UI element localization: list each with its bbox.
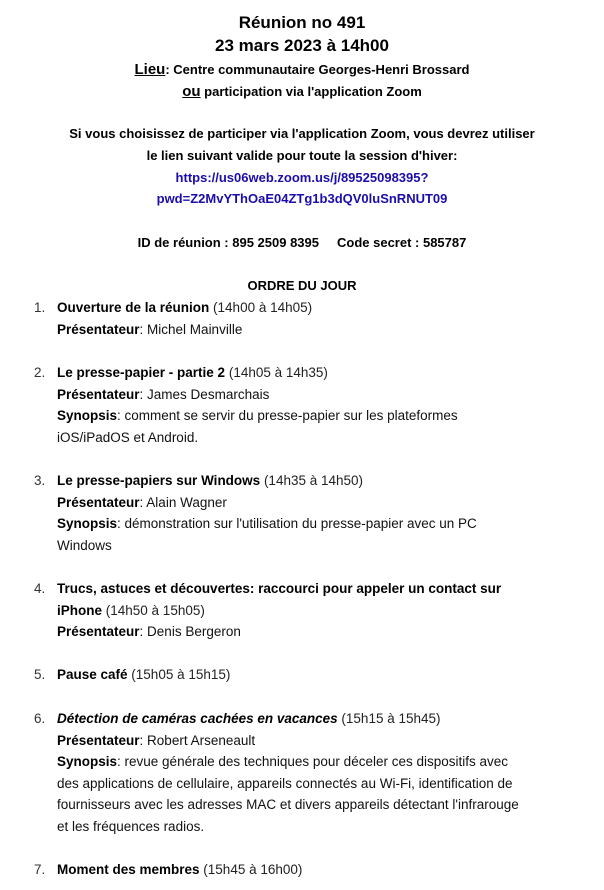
- synopsis-text: fournisseurs avec les adresses MAC et divers appareils détectant l'infrarouge: [57, 797, 519, 812]
- secret-code: Code secret : 585787: [337, 235, 467, 250]
- item-time: (14h05 à 14h35): [225, 365, 328, 380]
- item-time: (15h45 à 16h00): [199, 862, 303, 877]
- meeting-location: [0, 60, 604, 80]
- item-body: [57, 362, 557, 448]
- lieu-value: : Centre communautaire Georges-Henri Brossard: [165, 62, 470, 77]
- zoom-intro-line-2: le lien suivant valide pour toute la session d'hiver:: [146, 148, 458, 163]
- meeting-title: Réunion no 491: [238, 13, 366, 32]
- synopsis-text: : comment se servir du presse-papier sur les plateformes: [117, 408, 458, 423]
- zoom-link-wrap: [0, 189, 604, 209]
- item-body: [57, 708, 557, 837]
- synopsis-label: Synopsis: [57, 516, 118, 531]
- meeting-credentials: [0, 233, 604, 253]
- synopsis-text: : démonstration sur l'utilisation du presse-papier avec un PC: [117, 516, 477, 531]
- presenter-label: Présentateur: [57, 732, 140, 748]
- item-number: 5.: [34, 667, 46, 682]
- meeting-date: 23 mars 2023 à 14h00: [215, 36, 389, 55]
- presenter-label: Présentateur: [57, 624, 140, 639]
- synopsis-text: iOS/iPadOS et Android.: [57, 429, 199, 445]
- item-title: Pause café: [57, 667, 128, 682]
- synopsis-text: et les fréquences radios.: [57, 818, 205, 834]
- item-number: 1.: [34, 300, 46, 315]
- synopsis-text: : revue générale des techniques pour déceler ces dispositifs avec: [117, 754, 509, 769]
- presenter-name: : Michel Mainville: [139, 321, 243, 337]
- item-number: 6.: [34, 711, 46, 726]
- item-title: iPhone: [57, 602, 103, 618]
- presenter-name: : Alain Wagner: [139, 494, 227, 510]
- item-body: [57, 470, 557, 556]
- item-number: 7.: [34, 862, 46, 877]
- item-number: 3.: [34, 473, 46, 488]
- meeting-id: ID de réunion : 895 2509 8395: [137, 235, 319, 250]
- presenter-label: Présentateur: [57, 321, 140, 337]
- item-time: (14h50 à 15h05): [102, 602, 205, 618]
- zoom-link-line-2[interactable]: pwd=Z2MvYThOaE04ZTg1b3dQV0luSnRNUT09: [156, 191, 448, 206]
- item-title: Trucs, astuces et découvertes: raccourci pour appeler un contact sur: [57, 581, 502, 596]
- item-title: Le presse-papier - partie 2: [57, 365, 226, 380]
- zoom-link[interactable]: [0, 168, 604, 188]
- item-title: Ouverture de la réunion: [57, 300, 210, 315]
- item-body: [57, 297, 557, 340]
- item-time: (14h00 à 14h05): [209, 300, 313, 315]
- presenter-name: : Robert Arseneault: [139, 732, 256, 748]
- ou-label: ou: [182, 83, 201, 100]
- synopsis-text: des applications de cellulaire, appareils connectés au Wi-Fi, identification de: [57, 775, 513, 791]
- presenter-name: : Denis Bergeron: [139, 624, 241, 639]
- item-number: 4.: [34, 581, 46, 596]
- item-body: [57, 664, 557, 686]
- agenda-heading: ORDRE DU JOUR: [247, 278, 357, 293]
- item-title: Moment des membres: [57, 862, 200, 877]
- presenter-label: Présentateur: [57, 386, 140, 402]
- item-time: (15h15 à 15h45): [337, 711, 441, 726]
- item-body: [57, 859, 557, 881]
- item-number: 2.: [34, 365, 46, 380]
- item-body: [57, 578, 557, 643]
- presenter-name: : James Desmarchais: [139, 386, 270, 402]
- synopsis-text: Windows: [57, 537, 112, 553]
- synopsis-label: Synopsis: [57, 754, 118, 769]
- zoom-intro-line-1: Si vous choisissez de participer via l'application Zoom, vous devrez utiliser: [69, 126, 535, 141]
- item-title: Détection de caméras cachées en vacances: [57, 711, 338, 726]
- ou-value: participation via l'application Zoom: [200, 84, 422, 99]
- presenter-label: Présentateur: [57, 494, 140, 510]
- meeting-alt-location: [0, 82, 604, 102]
- item-time: (14h35 à 14h50): [260, 473, 364, 488]
- zoom-link-line-1[interactable]: https://us06web.zoom.us/j/89525098395?: [175, 170, 429, 185]
- item-title: Le presse-papiers sur Windows: [57, 473, 261, 488]
- item-time: (15h05 à 15h15): [127, 667, 231, 682]
- synopsis-label: Synopsis: [57, 408, 118, 423]
- lieu-label: Lieu: [134, 61, 166, 78]
